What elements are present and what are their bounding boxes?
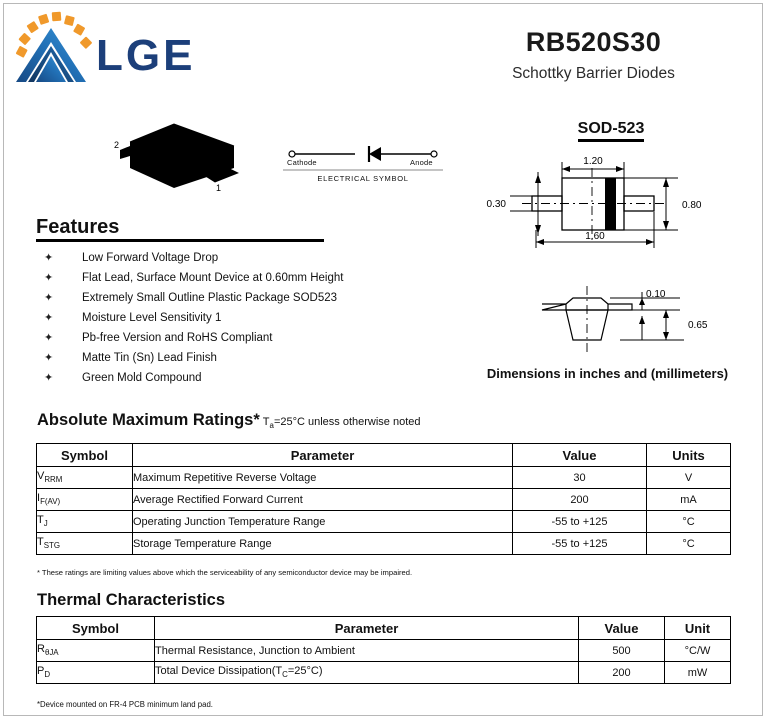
amr-title: Absolute Maximum Ratings*: [37, 411, 260, 429]
cell-unit: °C/W: [665, 640, 731, 662]
dim-120-label: 1.20: [583, 156, 603, 167]
feature-text: Moisture Level Sensitivity 1: [82, 312, 222, 324]
table-row: [37, 533, 731, 555]
package-outline-title-text: SOD-523: [578, 120, 645, 142]
diamond-bullet-icon: ✦: [44, 292, 54, 304]
dimensions-caption: Dimensions in inches and (millimeters): [486, 366, 729, 381]
title-block: [420, 28, 767, 82]
column-header-parameter: Parameter: [133, 444, 513, 467]
package-outline-side-view: [470, 278, 740, 358]
feature-text: Extremely Small Outline Plastic Package SOD523: [82, 292, 338, 304]
cell-parameter: Total Device $Dissipation(T_C=25^\circ C)$: [155, 662, 579, 684]
list-item: [44, 331, 444, 351]
list-item: [44, 271, 444, 291]
column-header-unit: Unit: [665, 617, 731, 640]
thermal-characteristics-heading: Thermal Characteristics: [37, 591, 226, 609]
cell-value: -55 to +125: [513, 511, 647, 533]
electrical-symbol-caption: ELECTRICAL SYMBOL: [317, 174, 409, 183]
feature-text: Flat Lead, Surface Mount Device at 0.60mm Height: [82, 272, 344, 284]
table-header-row: [37, 444, 731, 467]
thermal-footnote: *Device mounted on FR-4 PCB minimum land pad.: [37, 700, 213, 709]
cell-symbol: $T_J$: [37, 511, 133, 533]
cell-symbol: $R_{\theta JA}$: [37, 640, 155, 662]
dim-010-label: 0.10: [646, 289, 666, 300]
features-list: [44, 251, 444, 391]
list-item: [44, 251, 444, 271]
part-subtitle: Schottky Barrier Diodes: [512, 64, 675, 82]
cell-value: 500: [579, 640, 665, 662]
cell-value: 200: [579, 662, 665, 684]
feature-text: Low Forward Voltage Drop: [82, 252, 219, 264]
company-name: LGE: [96, 31, 196, 80]
cell-units: V: [647, 467, 731, 489]
column-header-value: Value: [579, 617, 665, 640]
diamond-bullet-icon: ✦: [44, 332, 54, 344]
column-header-symbol: Symbol: [37, 617, 155, 640]
features-heading: [36, 216, 324, 242]
column-header-units: Units: [647, 444, 731, 467]
table-row: [37, 467, 731, 489]
cell-parameter: Maximum Repetitive Reverse Voltage: [133, 467, 513, 489]
package-3d-drawing: [112, 112, 247, 202]
features-divider: [36, 239, 324, 242]
pin-2-label: 2: [114, 140, 120, 150]
table-row: [37, 640, 731, 662]
package-outline-title: [466, 120, 756, 138]
diamond-bullet-icon: ✦: [44, 252, 54, 264]
column-header-parameter: Parameter: [155, 617, 579, 640]
features-title: Features: [36, 216, 120, 238]
list-item: [44, 351, 444, 371]
table-header-row: [37, 617, 731, 640]
absolute-maximum-ratings-heading: [37, 411, 421, 430]
cell-value: 200: [513, 489, 647, 511]
list-item: [44, 371, 444, 391]
diamond-bullet-icon: ✦: [44, 312, 54, 324]
cell-symbol: $V_{RRM}$: [37, 467, 133, 489]
list-item: [44, 311, 444, 331]
amr-condition: $T_a=25^\circ C$ unless otherwise noted: [262, 416, 421, 431]
cell-parameter: Storage Temperature Range: [133, 533, 513, 555]
cell-value: -55 to +125: [513, 533, 647, 555]
table-row: [37, 489, 731, 511]
pin-1-label: 1: [216, 183, 222, 193]
cell-units: °C: [647, 511, 731, 533]
cell-parameter: Operating Junction Temperature Range: [133, 511, 513, 533]
dim-080-label: 0.80: [682, 200, 702, 211]
cell-symbol: $T_{STG}$: [37, 533, 133, 555]
mountain-logo-icon: [8, 4, 94, 90]
cell-symbol: $P_D$: [37, 662, 155, 684]
cell-unit: mW: [665, 662, 731, 684]
column-header-value: Value: [513, 444, 647, 467]
cathode-label: Cathode: [287, 158, 317, 167]
cell-parameter: Average Rectified Forward Current: [133, 489, 513, 511]
cell-value: 30: [513, 467, 647, 489]
amr-footnote: * These ratings are limiting values above which the serviceability of any semiconductor device may be impaired.: [37, 568, 413, 577]
cell-parameter: Thermal Resistance, Junction to Ambient: [155, 640, 579, 662]
diamond-bullet-icon: ✦: [44, 352, 54, 364]
diamond-bullet-icon: ✦: [44, 372, 54, 384]
part-number: RB520S30: [525, 27, 662, 57]
dim-065-label: 0.65: [688, 320, 708, 331]
anode-label: Anode: [410, 158, 433, 167]
feature-text: Green Mold Compound: [82, 372, 202, 384]
feature-text: Pb-free Version and RoHS Compliant: [82, 332, 273, 344]
diamond-bullet-icon: ✦: [44, 272, 54, 284]
list-item: [44, 291, 444, 311]
cell-symbol: $I_{F(AV)}$: [37, 489, 133, 511]
thermal-characteristics-table: [36, 616, 731, 684]
dim-160-label: 1.60: [585, 231, 605, 242]
table-row: [37, 511, 731, 533]
company-logo: [8, 4, 218, 90]
feature-text: Matte Tin (Sn) Lead Finish: [82, 352, 217, 364]
dim-030-label: 0.30: [486, 199, 506, 210]
page-header: [0, 0, 767, 105]
cell-units: mA: [647, 489, 731, 511]
package-outline-top-view: [470, 150, 740, 250]
column-header-symbol: Symbol: [37, 444, 133, 467]
cell-units: °C: [647, 533, 731, 555]
table-row: [37, 662, 731, 684]
absolute-maximum-ratings-table: [36, 443, 731, 555]
